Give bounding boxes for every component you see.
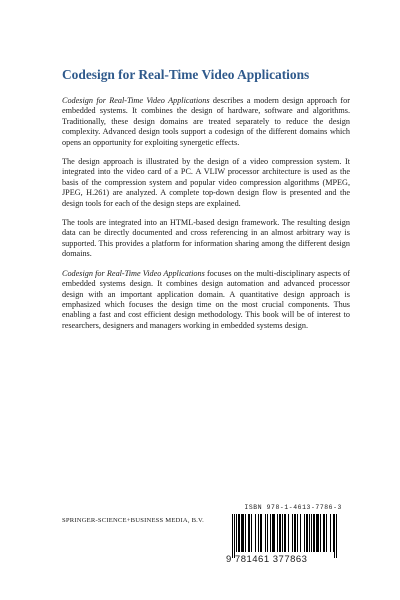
barcode-bar — [297, 514, 298, 552]
italic-book-title: Codesign for Real-Time Video Applications — [62, 96, 210, 105]
barcode-bar — [300, 514, 301, 552]
barcode-bar — [279, 514, 281, 552]
barcode-bar — [267, 514, 268, 552]
barcode-bar — [265, 514, 266, 552]
barcode-bar — [277, 514, 278, 552]
description-paragraph-3 — [62, 218, 350, 260]
description-paragraph-4 — [62, 269, 350, 331]
barcode-number: 9 781461 377863 — [226, 554, 308, 565]
barcode-bar — [304, 514, 305, 552]
barcode-guard-bar — [334, 514, 335, 558]
barcode-guard-bar — [336, 514, 337, 558]
barcode-bar — [258, 514, 259, 552]
barcode-bar — [238, 514, 240, 552]
barcode-bar — [309, 514, 310, 552]
barcode-bar — [333, 514, 334, 552]
barcode-bar — [320, 514, 321, 552]
barcode-bar — [241, 514, 244, 552]
barcode-bar — [248, 514, 250, 552]
barcode-bar — [282, 514, 283, 552]
barcode-block — [224, 504, 342, 566]
barcode-bar — [245, 514, 246, 552]
description-paragraph-1 — [62, 96, 350, 148]
description-paragraph-2 — [62, 157, 350, 209]
barcode-bar — [292, 514, 293, 552]
paragraph-text: The tools are integrated into an HTML-based design framework. The resulting design data can be directly documented and cross referencing in an almost arbitrary way is supported. This provides a platform for information sharing among the different design domains. — [62, 218, 350, 259]
barcode-icon — [224, 512, 342, 558]
barcode-bar — [255, 514, 256, 552]
barcode-guard-bar — [232, 514, 233, 558]
barcode-guard-bar — [234, 514, 235, 558]
book-title: Codesign for Real-Time Video Applications — [62, 67, 310, 82]
barcode-bar — [270, 514, 271, 552]
barcode-bar — [284, 514, 286, 552]
barcode-bar — [288, 514, 289, 552]
paragraph-text: focuses on the multi-disciplinary aspects of embedded systems design. It combines design automation and advanced processor design with an important application domain. A quantitative design approach is emphasized which focuses the design time on the most crucial components. Thus enabling a fast and cost efficient design methodology. This book will be of interest to researchers, designers and managers working in embedded systems design. — [62, 268, 350, 330]
barcode-bar — [260, 514, 262, 552]
barcode-bar — [323, 514, 325, 552]
barcode-bar — [326, 514, 327, 552]
barcode-bar — [306, 514, 308, 552]
book-description — [62, 96, 350, 340]
barcode-bar — [311, 514, 312, 552]
isbn-label: ISBN 978-1-4613-7786-3 — [244, 504, 342, 511]
paragraph-text: The design approach is illustrated by the design of a video compression system. It integrated into the video card of a PC. A VLIW processor architecture is used as the basis of the compression system and popular video compression algorithms (MPEG, JPEG, H.261) are analyzed. A complete top-down design flow is presented and the design tools for each of the design steps are explained. — [62, 157, 350, 208]
barcode-bar — [251, 514, 252, 552]
barcode-bar — [272, 514, 275, 552]
barcode-bar — [236, 514, 237, 552]
barcode-bar — [330, 514, 331, 552]
barcode-bar — [313, 514, 315, 552]
barcode-bar — [294, 514, 296, 552]
publisher-name: SPRINGER-SCIENCE+BUSINESS MEDIA, B.V. — [62, 517, 204, 524]
barcode-bar — [316, 514, 319, 552]
paragraph-text: describes a modern design approach for embedded systems. It combines the design of hardware, software and algorithms. Traditionally, these design domains are treated separately to reduce the design complexity. Advanced design tools support a codesign of the different domains which opens an opportunity for exploiting synergetic effects. — [62, 96, 350, 147]
italic-book-title: Codesign for Real-Time Video Applications — [62, 268, 205, 278]
